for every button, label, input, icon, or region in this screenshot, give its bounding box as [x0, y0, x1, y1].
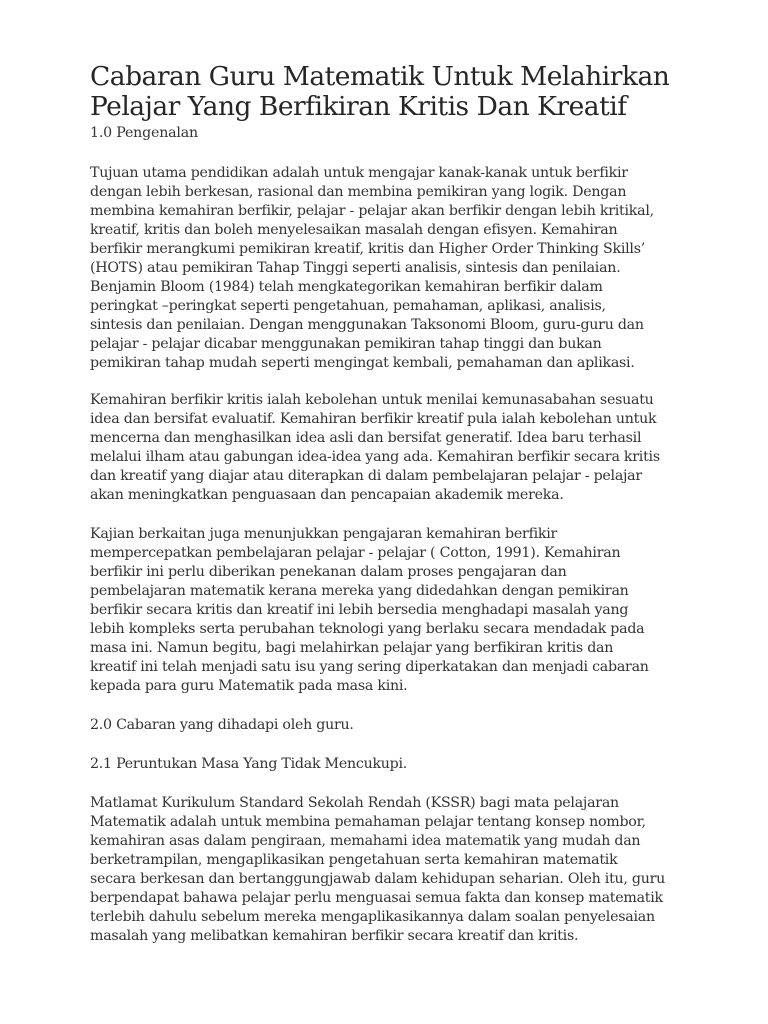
text-line: berketrampilan, mengaplikasikan pengetahuan serta kemahiran matematik	[90, 852, 618, 868]
text-line: berfikir ini perlu diberikan penekanan dalam proses pengajaran dan	[90, 564, 567, 580]
section-heading-intro: 1.0 Pengenalan	[90, 125, 198, 141]
text-line: masa ini. Namun begitu, bagi melahirkan pelajar yang berfikiran kritis dan	[90, 640, 614, 656]
text-line: Kemahiran berfikir kritis ialah kebolehan untuk menilai kemunasabahan sesuatu	[90, 392, 654, 408]
paragraph-research	[90, 525, 710, 696]
text-line: pembelajaran matematik kerana mereka yang didedahkan dengan pemikiran	[90, 583, 629, 599]
text-line: lebih kompleks serta perubahan teknologi yang berlaku secara mendadak pada	[90, 621, 645, 637]
text-line: masalah yang melibatkan kemahiran berfikir secara kreatif dan kritis.	[90, 928, 579, 944]
text-line: idea dan bersifat evaluatif. Kemahiran berfikir kreatif pula ialah kebolehan untuk	[90, 411, 657, 427]
document-title	[90, 62, 730, 122]
title-line: Cabaran Guru Matematik Untuk Melahirkan	[90, 61, 670, 92]
text-line: Tujuan utama pendidikan adalah untuk mengajar kanak-kanak untuk berfikir	[90, 165, 628, 181]
text-line: berfikir merangkumi pemikiran kreatif, kritis dan Higher Order Thinking Skills’	[90, 241, 645, 257]
paragraph-critical-creative	[90, 391, 710, 505]
text-line: membina kemahiran berfikir, pelajar - pelajar akan berfikir dengan lebih kritikal,	[90, 203, 654, 219]
text-line: Matematik adalah untuk membina pemahaman pelajar tentang konsep nombor,	[90, 814, 646, 830]
paragraph-intro	[90, 164, 710, 373]
text-line: Benjamin Bloom (1984) telah mengkategorikan kemahiran berfikir dalam	[90, 279, 603, 295]
text-line: melalui ilham atau gabungan idea-idea yang ada. Kemahiran berfikir secara kritis	[90, 449, 660, 465]
text-line: kreatif, kritis dan boleh menyelesaikan masalah dengan efisyen. Kemahiran	[90, 222, 618, 238]
text-line: peringkat –peringkat seperti pengetahuan, pemahaman, aplikasi, analisis,	[90, 298, 606, 314]
text-line: (HOTS) atau pemikiran Tahap Tinggi seperti analisis, sintesis dan penilaian.	[90, 260, 621, 276]
text-line: kepada para guru Matematik pada masa kini.	[90, 678, 408, 694]
paragraph-kssr	[90, 794, 710, 946]
text-line: kreatif ini telah menjadi satu isu yang sering diperkatakan dan menjadi cabaran	[90, 659, 649, 675]
text-line: pemikiran tahap mudah seperti mengingat kembali, pemahaman dan aplikasi.	[90, 355, 635, 371]
text-line: dan kreatif yang diajar atau diterapkan di dalam pembelajaran pelajar - pelajar	[90, 468, 642, 484]
text-line: dengan lebih berkesan, rasional dan membina pemikiran yang logik. Dengan	[90, 184, 627, 200]
text-line: sintesis dan penilaian. Dengan menggunakan Taksonomi Bloom, guru-guru dan	[90, 317, 644, 333]
text-line: terlebih dahulu sebelum mereka mengaplikasikannya dalam soalan penyelesaian	[90, 909, 655, 925]
text-line: Kajian berkaitan juga menunjukkan pengajaran kemahiran berfikir	[90, 526, 558, 542]
section-heading-time: 2.1 Peruntukan Masa Yang Tidak Mencukupi.	[90, 756, 408, 772]
text-line: mempercepatkan pembelajaran pelajar - pelajar ( Cotton, 1991). Kemahiran	[90, 545, 621, 561]
text-line: kemahiran asas dalam pengiraan, memahami idea matematik yang mudah dan	[90, 833, 641, 849]
text-line: pelajar - pelajar dicabar menggunakan pemikiran tahap tinggi dan bukan	[90, 336, 602, 352]
text-line: Matlamat Kurikulum Standard Sekolah Rendah (KSSR) bagi mata pelajaran	[90, 795, 619, 811]
text-line: akan meningkatkan penguasaan dan pencapaian akademik mereka.	[90, 487, 564, 503]
section-heading-challenges: 2.0 Cabaran yang dihadapi oleh guru.	[90, 717, 354, 733]
text-line: mencerna dan menghasilkan idea asli dan bersifat generatif. Idea baru terhasil	[90, 430, 642, 446]
title-line: Pelajar Yang Berfikiran Kritis Dan Kreatif	[90, 91, 627, 122]
text-line: berfikir secara kritis dan kreatif ini lebih bersedia menghadapi masalah yang	[90, 602, 629, 618]
text-line: secara berkesan dan bertanggungjawab dalam kehidupan seharian. Oleh itu, guru	[90, 871, 666, 887]
text-line: berpendapat bahawa pelajar perlu menguasai semua fakta dan konsep matematik	[90, 890, 663, 906]
